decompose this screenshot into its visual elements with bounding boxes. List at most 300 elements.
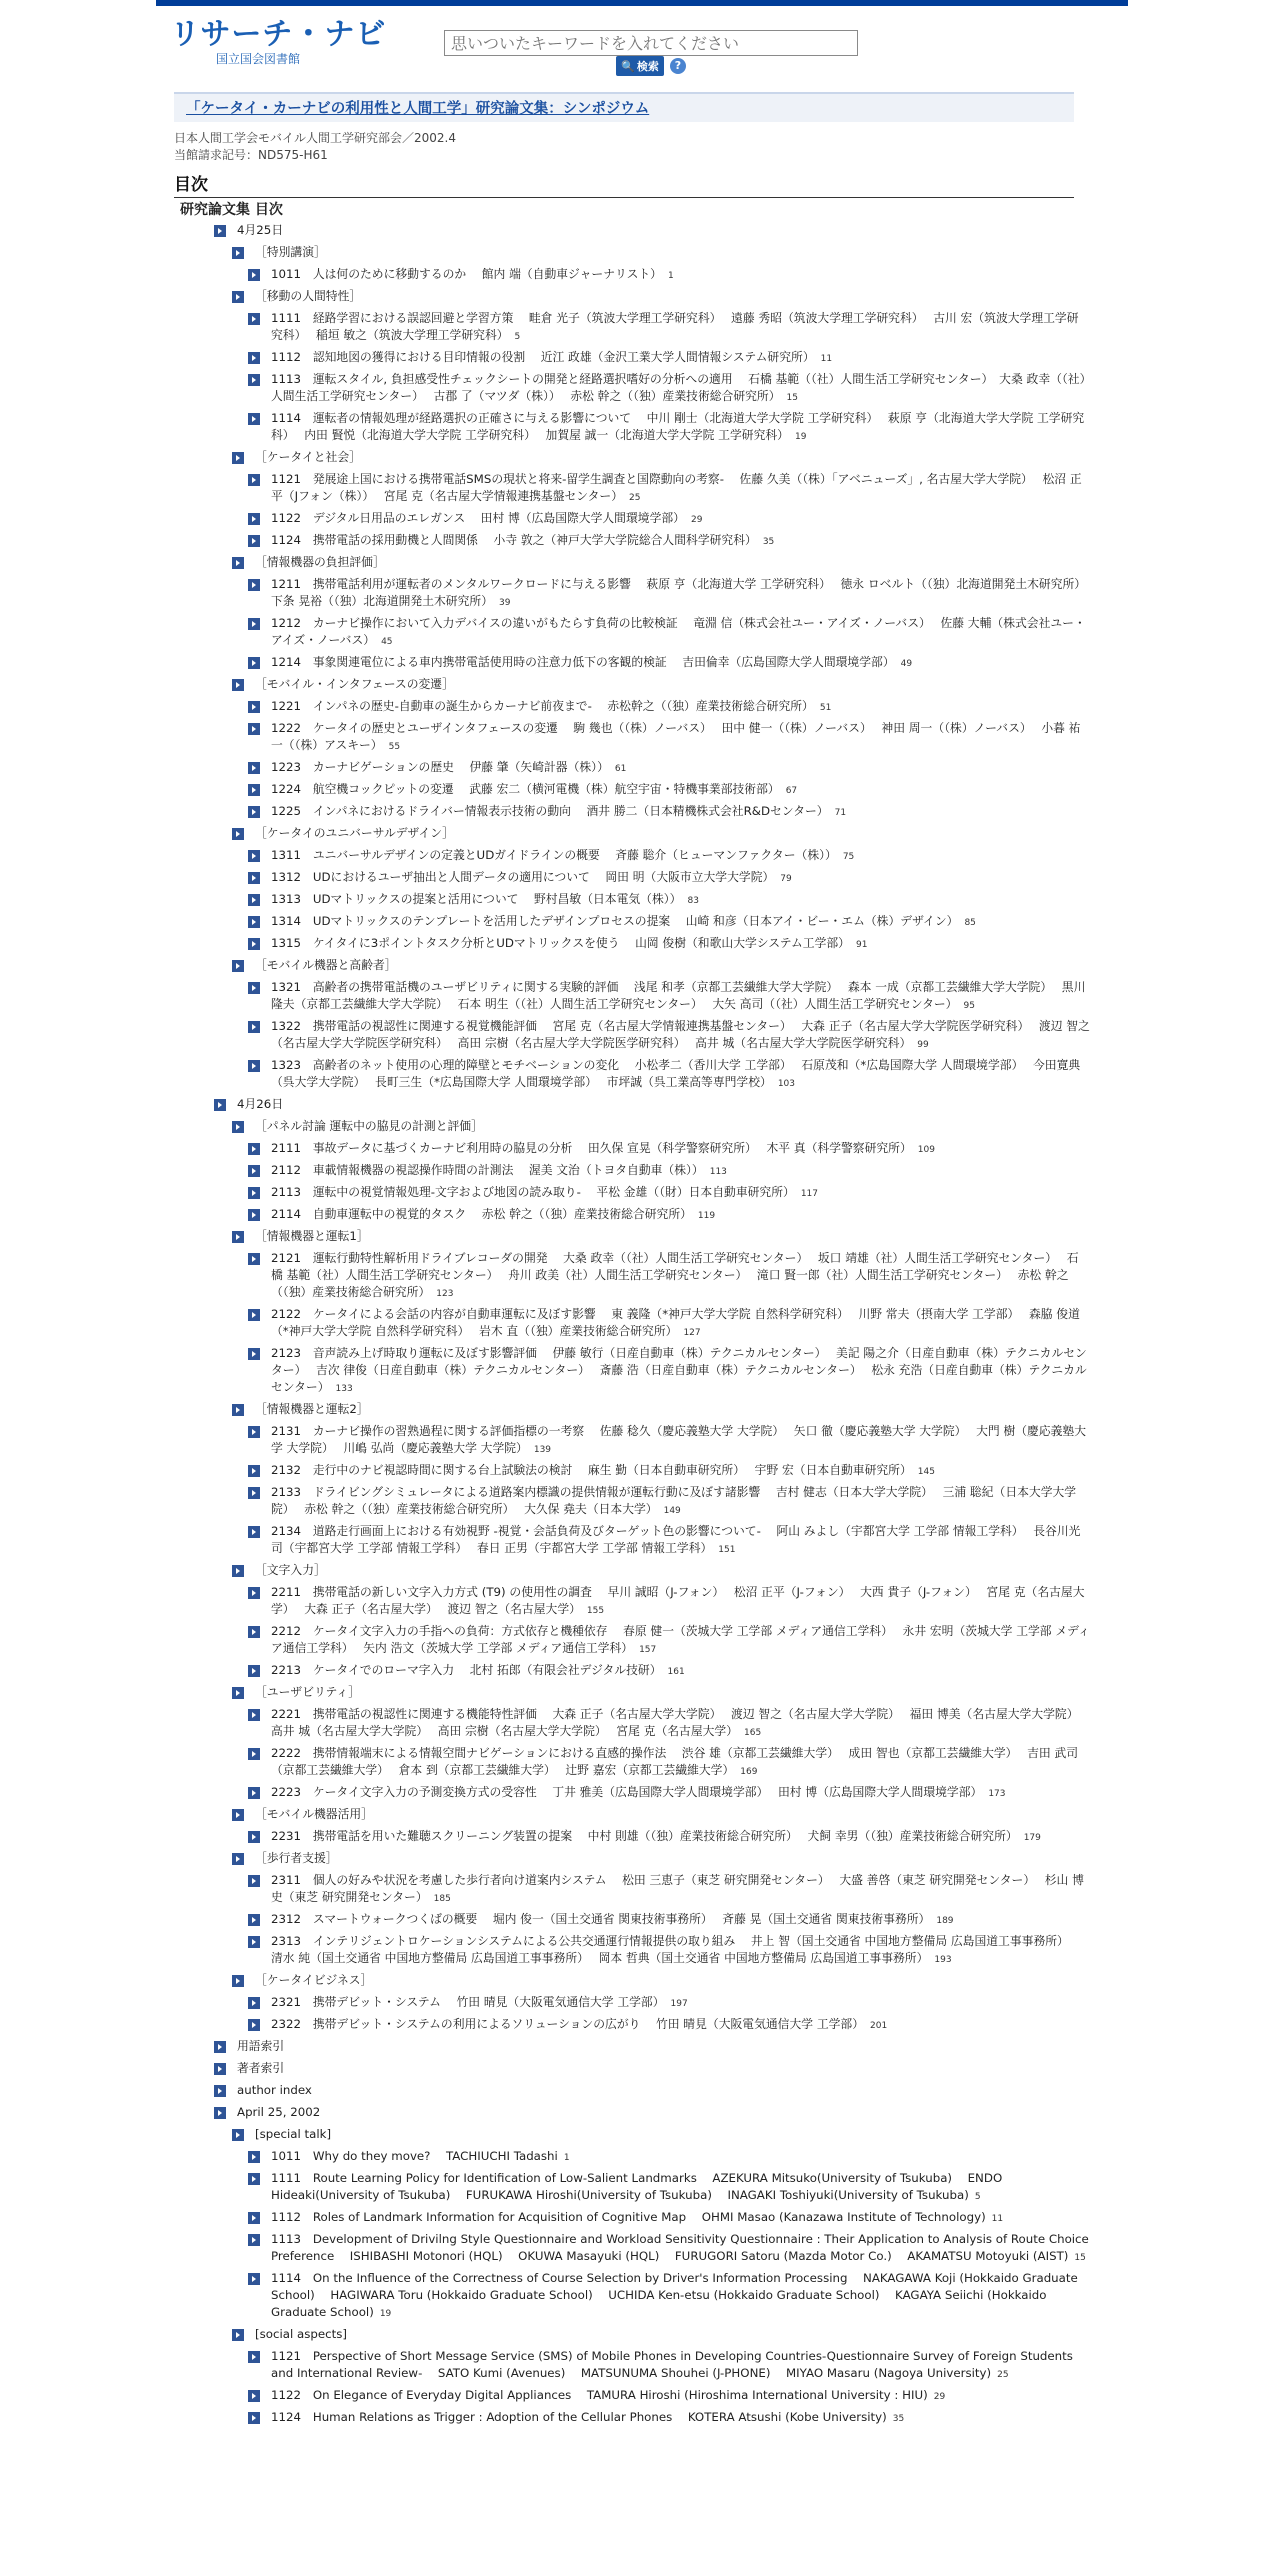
expand-icon[interactable] [248, 2273, 260, 2285]
page-number: 25 [629, 493, 641, 503]
toc-entry-text: 2313 インテリジェントロケーションシステムによる公共交通運行情報提供の取り組み 井上 智（国土交通省 中国地方整備局 広島国道工事事務所） 清水 純（国土交通省 中国地方整備局 広島国道工事事務所） 岡本 哲典（国土交通省 中国地方整備局 広島国道工事事務所） [271, 1934, 1079, 1965]
toc-entry-label [271, 698, 1090, 717]
toc-entry-label [271, 654, 1090, 673]
toc-entry[interactable] [232, 1806, 1090, 1823]
toc-entry[interactable] [232, 554, 1090, 571]
toc-entry-label [255, 1850, 1090, 1867]
expand-icon[interactable] [248, 2234, 260, 2246]
toc-entry[interactable] [248, 847, 1090, 866]
call-number: 当館請求記号：ND575-H61 [174, 148, 328, 162]
toc-entry[interactable] [248, 615, 1090, 651]
expand-icon[interactable] [214, 2085, 226, 2097]
page-number: 119 [697, 1211, 716, 1221]
toc-entry-label [271, 410, 1090, 446]
page-number: 99 [917, 1040, 929, 1050]
toc-entry[interactable] [214, 2060, 1090, 2077]
toc-entry[interactable] [248, 1250, 1090, 1303]
expand-icon[interactable] [248, 1914, 260, 1926]
toc-entry-label [255, 1118, 1090, 1135]
toc-entry[interactable] [232, 825, 1090, 842]
expand-icon[interactable] [214, 2107, 226, 2119]
toc-entry-text: 2112 車載情報機器の視認操作時間の計測法 渥美 文治（トヨタ自動車（株）） [271, 1163, 704, 1177]
page-number: 35 [762, 537, 775, 547]
toc-entry[interactable] [232, 1118, 1090, 1135]
toc-entry[interactable] [248, 720, 1090, 756]
page-number: 157 [639, 1645, 657, 1655]
expand-icon[interactable] [248, 2151, 260, 2163]
toc-entry[interactable] [232, 244, 1090, 261]
toc-entry-label [271, 615, 1090, 651]
page-number: 75 [842, 852, 855, 862]
document-meta [174, 130, 456, 164]
toc-entry[interactable] [248, 371, 1090, 407]
toc-entry-label [255, 1972, 1090, 1989]
toc-entry[interactable] [248, 1706, 1090, 1742]
toc-entry-label [271, 891, 1090, 910]
expand-icon[interactable] [248, 916, 260, 928]
expand-icon[interactable] [232, 1121, 244, 1133]
page-number: 173 [988, 1789, 1006, 1799]
expand-icon[interactable] [248, 618, 260, 630]
expand-icon[interactable] [248, 2390, 260, 2402]
toc-entry-text: 2211 携帯電話の新しい文字入力方式 (T9) の使用性の調査 早川 誠昭（J-フォン） 松沼 正平（J-フォン） 大西 貴子（J-フォン） 宮尾 克（名古屋大学） 大森 正子（名古屋大学） 渡辺 智之（名古屋大学） [271, 1585, 1085, 1616]
expand-icon[interactable] [248, 1309, 260, 1321]
toc-entry[interactable] [248, 471, 1090, 507]
toc-entry-label [237, 2104, 1090, 2121]
expand-icon[interactable] [232, 291, 244, 303]
expand-icon[interactable] [248, 513, 260, 525]
page-number: 145 [917, 1467, 935, 1477]
page-number: 11 [820, 354, 833, 364]
expand-icon[interactable] [232, 247, 244, 259]
page-number: 161 [667, 1667, 685, 1677]
toc-entry-text: 4月26日 [237, 1097, 284, 1111]
expand-icon[interactable] [232, 960, 244, 972]
toc-entry-label [271, 1994, 1090, 2013]
page-number: 79 [780, 874, 792, 884]
expand-icon[interactable] [214, 1099, 226, 1111]
toc-entry[interactable] [248, 698, 1090, 717]
toc-entry[interactable] [248, 1745, 1090, 1781]
toc-entry-label [255, 2126, 1090, 2143]
expand-icon[interactable] [248, 1787, 260, 1799]
toc-entry-label [255, 1401, 1090, 1418]
toc-entry[interactable] [248, 1828, 1090, 1847]
expand-icon[interactable] [248, 806, 260, 818]
toc-entry[interactable] [248, 2016, 1090, 2035]
toc-entry-text: 著者索引 [237, 2061, 285, 2075]
expand-icon[interactable] [248, 657, 260, 669]
toc-entry[interactable] [248, 979, 1090, 1015]
page-number: 83 [687, 896, 699, 906]
site-logo[interactable] [170, 18, 386, 66]
toc-entry-text: 1314 UDマトリックスのテンプレートを活用したデザインプロセスの提案 山崎 和彦（日本アイ・ビー・エム（株）デザイン） [271, 914, 959, 928]
expand-icon[interactable] [248, 1526, 260, 1538]
toc-entry-text: 2222 携帯情報端末による情報空間ナビゲーションにおける直感的操作法 渋谷 雄（京都工芸繊維大学） 成田 智也（京都工芸繊維大学） 吉田 武司（京都工芸繊維大学） 倉本 到（京都工芸繊維大学） 辻野 嘉宏（京都工芸繊維大学） [271, 1746, 1079, 1777]
toc-entry-label [271, 2016, 1090, 2035]
expand-icon[interactable] [248, 1665, 260, 1677]
toc-entry[interactable] [248, 2387, 1090, 2406]
expand-icon[interactable] [232, 2329, 244, 2341]
toc-entry-text: author index [237, 2083, 312, 2097]
expand-icon[interactable] [232, 828, 244, 840]
toc-entry-label [271, 576, 1096, 612]
expand-icon[interactable] [248, 2019, 260, 2031]
toc-entry-text: ［モバイル機器活用］ [255, 1807, 373, 1821]
toc-entry[interactable] [248, 1306, 1090, 1342]
toc-entry-label [271, 532, 1090, 551]
toc-entry[interactable] [248, 510, 1090, 529]
toc-entry[interactable] [248, 1484, 1090, 1520]
toc-entry[interactable] [248, 576, 1096, 612]
search-icon: 🔍 [621, 59, 635, 73]
toc-entry-label [255, 676, 1090, 693]
expand-icon[interactable] [248, 1253, 260, 1265]
expand-icon[interactable] [248, 535, 260, 547]
toc-entry[interactable] [248, 1018, 1090, 1054]
expand-icon[interactable] [248, 1465, 260, 1477]
toc-entry-label [271, 1523, 1090, 1559]
toc-entry[interactable] [248, 1872, 1090, 1908]
toc-entry[interactable] [248, 1423, 1090, 1459]
expand-icon[interactable] [248, 1748, 260, 1760]
toc-entry-label [271, 1828, 1090, 1847]
toc-entry-text: 2132 走行中のナビ視認時間に関する台上試験法の検討 麻生 勤（日本自動車研究所） 宇野 宏（日本自動車研究所） [271, 1463, 912, 1477]
toc-entry-label [255, 449, 1090, 466]
expand-icon[interactable] [248, 2351, 260, 2363]
toc-entry[interactable] [232, 676, 1090, 693]
toc-entry-label [271, 1933, 1090, 1969]
expand-icon[interactable] [248, 352, 260, 364]
toc-entry-label [237, 2060, 1090, 2077]
toc-entry[interactable] [248, 1784, 1090, 1803]
expand-icon[interactable] [232, 1565, 244, 1577]
toc-entry[interactable] [248, 803, 1090, 822]
page-number: 29 [690, 515, 703, 525]
toc-entry-text: [special talk] [255, 2127, 332, 2141]
toc-entry[interactable] [248, 1162, 1090, 1181]
toc-entry-text: 2121 運転行動特性解析用ドライブレコーダの開発 大桑 政幸（（社）人間生活工学研究センター） 坂口 靖雄（社）人間生活工学研究センター） 石橋 基範（社）人間生活工学研究センター） 舟川 政美（社）人間生活工学研究センター） 滝口 賢一郎（社）人間生活工学研究センター） 赤松 幹之（（独）産業技術総合研究所） [271, 1251, 1079, 1299]
toc-entry-label [271, 1911, 1090, 1930]
toc-entry[interactable] [248, 1662, 1090, 1681]
toc-entry-text: 2122 ケータイによる会話の内容が自動車運転に及ぼす影響 東 義隆（*神戸大学大学院 自然科学研究科） 川野 常夫（摂南大学 工学部） 森脇 俊道（*神戸大学大学院 自然科学研究科） 岩木 直（（独）産業技術総合研究所） [271, 1307, 1080, 1338]
toc-entry[interactable] [248, 310, 1090, 346]
toc-entry[interactable] [248, 891, 1090, 910]
toc-entry[interactable] [248, 781, 1090, 800]
expand-icon[interactable] [248, 1348, 260, 1360]
toc-entry[interactable] [232, 2126, 1090, 2143]
toc-entry-label [271, 2170, 1090, 2206]
page-number: 35 [892, 2414, 905, 2424]
toc-entry[interactable] [248, 410, 1090, 446]
toc-entry[interactable] [248, 2409, 1090, 2428]
toc-entry[interactable] [248, 1057, 1090, 1093]
search-button-label: 検索 [636, 60, 659, 73]
expand-icon[interactable] [248, 269, 260, 281]
toc-entry-text: 2111 事故データに基づくカーナビ利用時の脇見の分析 田久保 宣晃（科学警察研究所） 木平 真（科学警察研究所） [271, 1141, 912, 1155]
toc-entry-text: 1124 Human Relations as Trigger : Adoption of the Cellular Phones KOTERA Atsushi (Kobe University) [271, 2410, 887, 2424]
page-number: 169 [740, 1767, 758, 1777]
toc-entry[interactable] [248, 2148, 1090, 2167]
expand-icon[interactable] [248, 2212, 260, 2224]
page-number: 5 [514, 332, 521, 342]
expand-icon[interactable] [232, 1975, 244, 1987]
expand-icon[interactable] [248, 1936, 260, 1948]
expand-icon[interactable] [248, 1426, 260, 1438]
toc-entry-text: 2131 カーナビ操作の習熟過程に関する評価指標の一考察 佐藤 稔久（慶応義塾大学 大学院） 矢口 徹（慶応義塾大学 大学院） 大門 樹（慶応義塾大学 大学院） 川嶋 弘尚（慶応義塾大学 大学院） [271, 1424, 1087, 1455]
toc-entry-label [271, 310, 1090, 346]
toc-entry[interactable] [248, 1584, 1090, 1620]
expand-icon[interactable] [232, 1231, 244, 1243]
toc-entry-text: ［情報機器の負担評価］ [255, 555, 385, 569]
help-icon[interactable]: ? [670, 58, 686, 74]
expand-icon[interactable] [248, 1143, 260, 1155]
toc-entry[interactable] [232, 2326, 1090, 2343]
toc-entry-text: 2113 運転中の視覚情報処理-文字および地図の読み取り- 平松 金雄（（財）日本自動車研究所） [271, 1185, 795, 1199]
expand-icon[interactable] [232, 1853, 244, 1865]
toc-entry[interactable] [214, 222, 1090, 239]
expand-icon[interactable] [232, 1687, 244, 1699]
expand-icon[interactable] [248, 1587, 260, 1599]
toc-entry[interactable] [248, 349, 1090, 368]
toc-entry[interactable] [232, 1228, 1090, 1245]
toc-entry[interactable] [232, 957, 1090, 974]
expand-icon[interactable] [232, 452, 244, 464]
toc-entry-label [271, 2231, 1090, 2267]
toc-entry[interactable] [248, 532, 1090, 551]
toc-entry-text: 1323 高齢者のネット使用の心理的障壁とモチベーションの変化 小松孝二（香川大学 工学部） 石原茂和（*広島国際大学 人間環境学部） 今田寛典（呉大学大学院） 長町三生（*広島国際大学 人間環境学部） 市坪誠（呉工業高等専門学校） [271, 1058, 1081, 1089]
page-number: 117 [800, 1189, 818, 1199]
toc-entry-text: ［パネル討論 運転中の脇見の計測と評価］ [255, 1119, 483, 1133]
toc-entry-label [271, 720, 1090, 756]
page-number: 197 [670, 1999, 688, 2009]
page-number: 103 [777, 1079, 796, 1089]
toc-entry-label [271, 1623, 1090, 1659]
toc-entry-text: 1212 カーナビ操作において入力デバイスの違いがもたらす負荷の比較検証 竜淵 信（株式会社ユー・アイズ・ノーバス） 佐藤 大輔（株式会社ユー・アイズ・ノーバス） [271, 616, 1086, 647]
toc-entry[interactable] [248, 1345, 1090, 1398]
toc-entry-text: ［情報機器と運転2］ [255, 1402, 369, 1416]
toc-entry-label [271, 1706, 1090, 1742]
expand-icon[interactable] [232, 2129, 244, 2141]
page-number: 1 [563, 2153, 570, 2163]
document-title-link[interactable]: 「ケータイ・カーナビの利用性と人間工学」研究論文集：シンポジウム [186, 101, 650, 117]
page-number: 85 [964, 918, 976, 928]
toc-entry[interactable] [248, 1184, 1090, 1203]
toc-entry-label [271, 1018, 1090, 1054]
expand-icon[interactable] [248, 1165, 260, 1177]
toc-entry[interactable] [248, 1523, 1090, 1559]
expand-icon[interactable] [214, 2063, 226, 2075]
document-title-bar [174, 92, 1074, 122]
toc-entry-label [271, 1057, 1090, 1093]
toc-entry-label [271, 847, 1090, 866]
toc-entry[interactable] [232, 288, 1090, 305]
toc-entry-text: 1124 携帯電話の採用動機と人間関係 小寺 敦之（神戸大学大学院総合人間科学研究科） [271, 533, 757, 547]
expand-icon[interactable] [248, 1021, 260, 1033]
expand-icon[interactable] [248, 2412, 260, 2424]
toc-entry-label [237, 222, 1090, 239]
toc-heading: 目次 [174, 170, 1074, 198]
search-input[interactable] [444, 30, 858, 56]
toc-entry[interactable] [248, 266, 1090, 285]
expand-icon[interactable] [248, 374, 260, 386]
toc-entry[interactable] [232, 1972, 1090, 1989]
page-number: 179 [1023, 1833, 1041, 1843]
expand-icon[interactable] [248, 1709, 260, 1721]
toc-entry[interactable] [248, 1140, 1090, 1159]
toc-entry-label [271, 2148, 1090, 2167]
toc-entry-text: 1321 高齢者の携帯電話機のユーザビリティに関する実験的評価 浅尾 和孝（京都工芸繊維大学大学院） 森本 一成（京都工芸繊維大学大学院） 黒川 隆夫（京都工芸繊維大学大学院） 石本 明生（（社）人間生活工学研究センター） 大矢 高司（（社）人間生活工学研究センター） [271, 980, 1086, 1011]
expand-icon[interactable] [248, 1187, 260, 1199]
toc-entry[interactable] [214, 2104, 1090, 2121]
page-number: 45 [381, 637, 393, 647]
toc-entry-label [271, 2209, 1090, 2228]
expand-icon[interactable] [248, 723, 260, 735]
toc-entry-label [271, 1306, 1090, 1342]
toc-entry[interactable] [214, 2082, 1090, 2099]
expand-icon[interactable] [248, 1060, 260, 1072]
page-number: 95 [963, 1001, 975, 1011]
toc-entry-label [237, 2082, 1090, 2099]
toc-entry-label [271, 2387, 1090, 2406]
page-number: 109 [917, 1145, 935, 1155]
toc-entry[interactable] [248, 935, 1090, 954]
toc-entry[interactable] [232, 1684, 1090, 1701]
top-bar [156, 0, 1128, 6]
toc-entry[interactable] [248, 1462, 1090, 1481]
expand-icon[interactable] [232, 679, 244, 691]
toc-entry-label [255, 1684, 1090, 1701]
toc-entry-text: ［モバイル機器と高齢者］ [255, 958, 397, 972]
toc-entry[interactable] [248, 2348, 1090, 2384]
expand-icon[interactable] [248, 1997, 260, 2009]
page-number: 1 [667, 271, 674, 281]
toc-entry-label [271, 935, 1090, 954]
expand-icon[interactable] [248, 894, 260, 906]
toc-entry-label [271, 1250, 1090, 1303]
toc-entry[interactable] [232, 1850, 1090, 1867]
toc-entry-text: 1112 Roles of Landmark Information for Acquisition of Cognitive Map OHMI Masao (Kanazawa Institute of Technology) [271, 2210, 986, 2224]
expand-icon[interactable] [248, 784, 260, 796]
toc-entry[interactable] [232, 1401, 1090, 1418]
expand-icon[interactable] [232, 1809, 244, 1821]
expand-icon[interactable] [248, 1831, 260, 1843]
toc-entry-label [271, 471, 1090, 507]
expand-icon[interactable] [248, 1875, 260, 1887]
search-button[interactable] [616, 56, 664, 76]
expand-icon[interactable] [248, 2173, 260, 2185]
toc-entry-text: 1113 Development of Drivilng Style Questionnaire and Workload Sensitivity Questionnaire : Their Application to Analysis of Route Choice Preference ISHIBASHI Motonori (HQL) OKUWA Masayuki (HQL) FURUGORI Satoru (Mazda Motor Co.) AKAMATSU Motoyuki (AIST) [271, 2232, 1089, 2263]
toc-entry-text: 1114 運転者の情報処理が経路選択の正確さに与える影響について 中川 剛士（北海道大学大学院 工学研究科） 萩原 亨（北海道大学大学院 工学研究科） 内田 賢悦（北海道大学大学院 工学研究科） 加賀屋 誠一（北海道大学大学院 工学研究科） [271, 411, 1085, 442]
toc-entry-text: 1222 ケータイの歴史とユーザインタフェースの変遷 駒 幾也（（株）ノーバス） 田中 健一（（株）ノーバス） 神田 周一（（株）ノーバス） 小暮 祐一（（株）アスキー） [271, 721, 1081, 752]
expand-icon[interactable] [248, 938, 260, 950]
toc-entry-text: 2321 携帯デビット・システム 竹田 晴見（大阪電気通信大学 工学部） [271, 1995, 665, 2009]
toc-entry-label [271, 1872, 1090, 1908]
expand-icon[interactable] [248, 474, 260, 486]
expand-icon[interactable] [248, 1209, 260, 1221]
toc-entry[interactable] [248, 869, 1090, 888]
toc-entry[interactable] [248, 1623, 1090, 1659]
toc-entry-label [271, 759, 1090, 778]
toc-entry[interactable] [248, 654, 1090, 673]
page-number: 61 [614, 764, 627, 774]
toc-entry-label [255, 1806, 1090, 1823]
expand-icon[interactable] [248, 413, 260, 425]
toc-entry-label [255, 2326, 1090, 2343]
toc-entry-text: 4月25日 [237, 223, 284, 237]
toc-entry[interactable] [232, 1562, 1090, 1579]
expand-icon[interactable] [214, 2041, 226, 2053]
toc-entry[interactable] [248, 1206, 1090, 1225]
expand-icon[interactable] [232, 557, 244, 569]
toc-entry-label [255, 244, 1090, 261]
toc-entry-label [271, 781, 1090, 800]
expand-icon[interactable] [248, 1626, 260, 1638]
toc-entry-text: 2312 スマートウォークつくばの概要 堀内 俊一（国土交通省 関東技術事務所） 斉藤 晃（国土交通省 関東技術事務所） [271, 1912, 931, 1926]
toc-entry-label [271, 1184, 1090, 1203]
toc-entry-text: 2322 携帯デビット・システムの利用によるソリューションの広がり 竹田 晴見（大阪電気通信大学 工学部） [271, 2017, 865, 2031]
toc-entry-text: 2231 携帯電話を用いた難聴スクリーニング装置の提案 中村 則雄（（独）産業技術総合研究所） 犬飼 幸男（（独）産業技術総合研究所） [271, 1829, 1018, 1843]
page-number: 15 [786, 393, 798, 403]
toc-entry[interactable] [214, 1096, 1090, 1113]
toc-entry[interactable] [248, 913, 1090, 932]
page-number: 51 [819, 703, 832, 713]
toc-entry-text: 1225 インパネにおけるドライバー情報表示技術の動向 酒井 勝二（日本精機株式会社R&Dセンター） [271, 804, 829, 818]
toc-entry-text: 1121 Perspective of Short Message Service (SMS) of Mobile Phones in Developing Countries-Questionnaire Survey of Foreign Students and International Review- SATO Kumi (Avenues) MATSUNUMA Shouhei (J-PHONE) MIYAO Masaru (Nagoya University) [271, 2349, 1073, 2380]
expand-icon[interactable] [248, 313, 260, 325]
page-number: 91 [855, 940, 868, 950]
toc-entry[interactable] [248, 1911, 1090, 1930]
toc-entry[interactable] [248, 1933, 1090, 1969]
expand-icon[interactable] [248, 872, 260, 884]
toc-entry-text: 1011 人は何のために移動するのか 館内 端（自動車ジャーナリスト） [271, 267, 662, 281]
toc-entry[interactable] [248, 2209, 1090, 2228]
toc-entry[interactable] [248, 2170, 1090, 2206]
toc-entry-text: April 25, 2002 [237, 2105, 321, 2119]
toc-entry-text: 1223 カーナビゲーションの歴史 伊藤 肇（矢崎計器（株）） [271, 760, 609, 774]
toc-entry[interactable] [248, 2270, 1090, 2323]
expand-icon[interactable] [248, 850, 260, 862]
toc-entry-text: 1011 Why do they move? TACHIUCHI Tadashi [271, 2149, 558, 2163]
toc-entry-text: 1122 デジタル日用品のエレガンス 田村 博（広島国際大学人間環境学部） [271, 511, 685, 525]
toc-entry-text: ［ケータイと社会］ [255, 450, 361, 464]
toc-entry-label [271, 1584, 1090, 1620]
expand-icon[interactable] [248, 701, 260, 713]
expand-icon[interactable] [248, 762, 260, 774]
toc-entry-label [271, 2348, 1090, 2384]
toc-entry[interactable] [232, 449, 1090, 466]
page-number: 189 [936, 1916, 954, 1926]
toc-entry-text: 1114 On the Influence of the Correctness of Course Selection by Driver's Information Processing NAKAGAWA Koji (Hokkaido Graduate School) HAGIWARA Toru (Hokkaido Graduate School) UCHIDA Ken-etsu (Hokkaido Graduate School) KAGAYA Seiichi (Hokkaido Graduate School) [271, 2271, 1078, 2319]
toc-entry-text: 1311 ユニバーサルデザインの定義とUDガイドラインの概要 斉藤 聡介（ヒューマンファクター（株）） [271, 848, 837, 862]
toc-entry[interactable] [214, 2038, 1090, 2055]
publisher-info: 日本人間工学会モバイル人間工学研究部会／2002.4 [174, 131, 456, 145]
page-number: 25 [997, 2370, 1009, 2380]
page-number: 133 [335, 1384, 353, 1394]
expand-icon[interactable] [248, 982, 260, 994]
toc-entry-label [255, 825, 1090, 842]
toc-entry[interactable] [248, 1994, 1090, 2013]
toc-entry[interactable] [248, 759, 1090, 778]
toc-entry[interactable] [248, 2231, 1090, 2267]
toc-entry-text: 1111 経路学習における誤認回避と学習方策 畦倉 光子（筑波大学理工学研究科） 遠藤 秀昭（筑波大学理工学研究科） 古川 宏（筑波大学理工学研究科） 稲垣 敏之（筑波大学理工学研究科） [271, 311, 1079, 342]
expand-icon[interactable] [248, 1487, 260, 1499]
expand-icon[interactable] [232, 1404, 244, 1416]
expand-icon[interactable] [214, 225, 226, 237]
page-number: 19 [794, 432, 807, 442]
toc-entry-text: 2223 ケータイ文字入力の予測変換方式の受容性 丁井 雅美（広島国際大学人間環境学部） 田村 博（広島国際大学人間環境学部） [271, 1785, 983, 1799]
expand-icon[interactable] [248, 579, 260, 591]
